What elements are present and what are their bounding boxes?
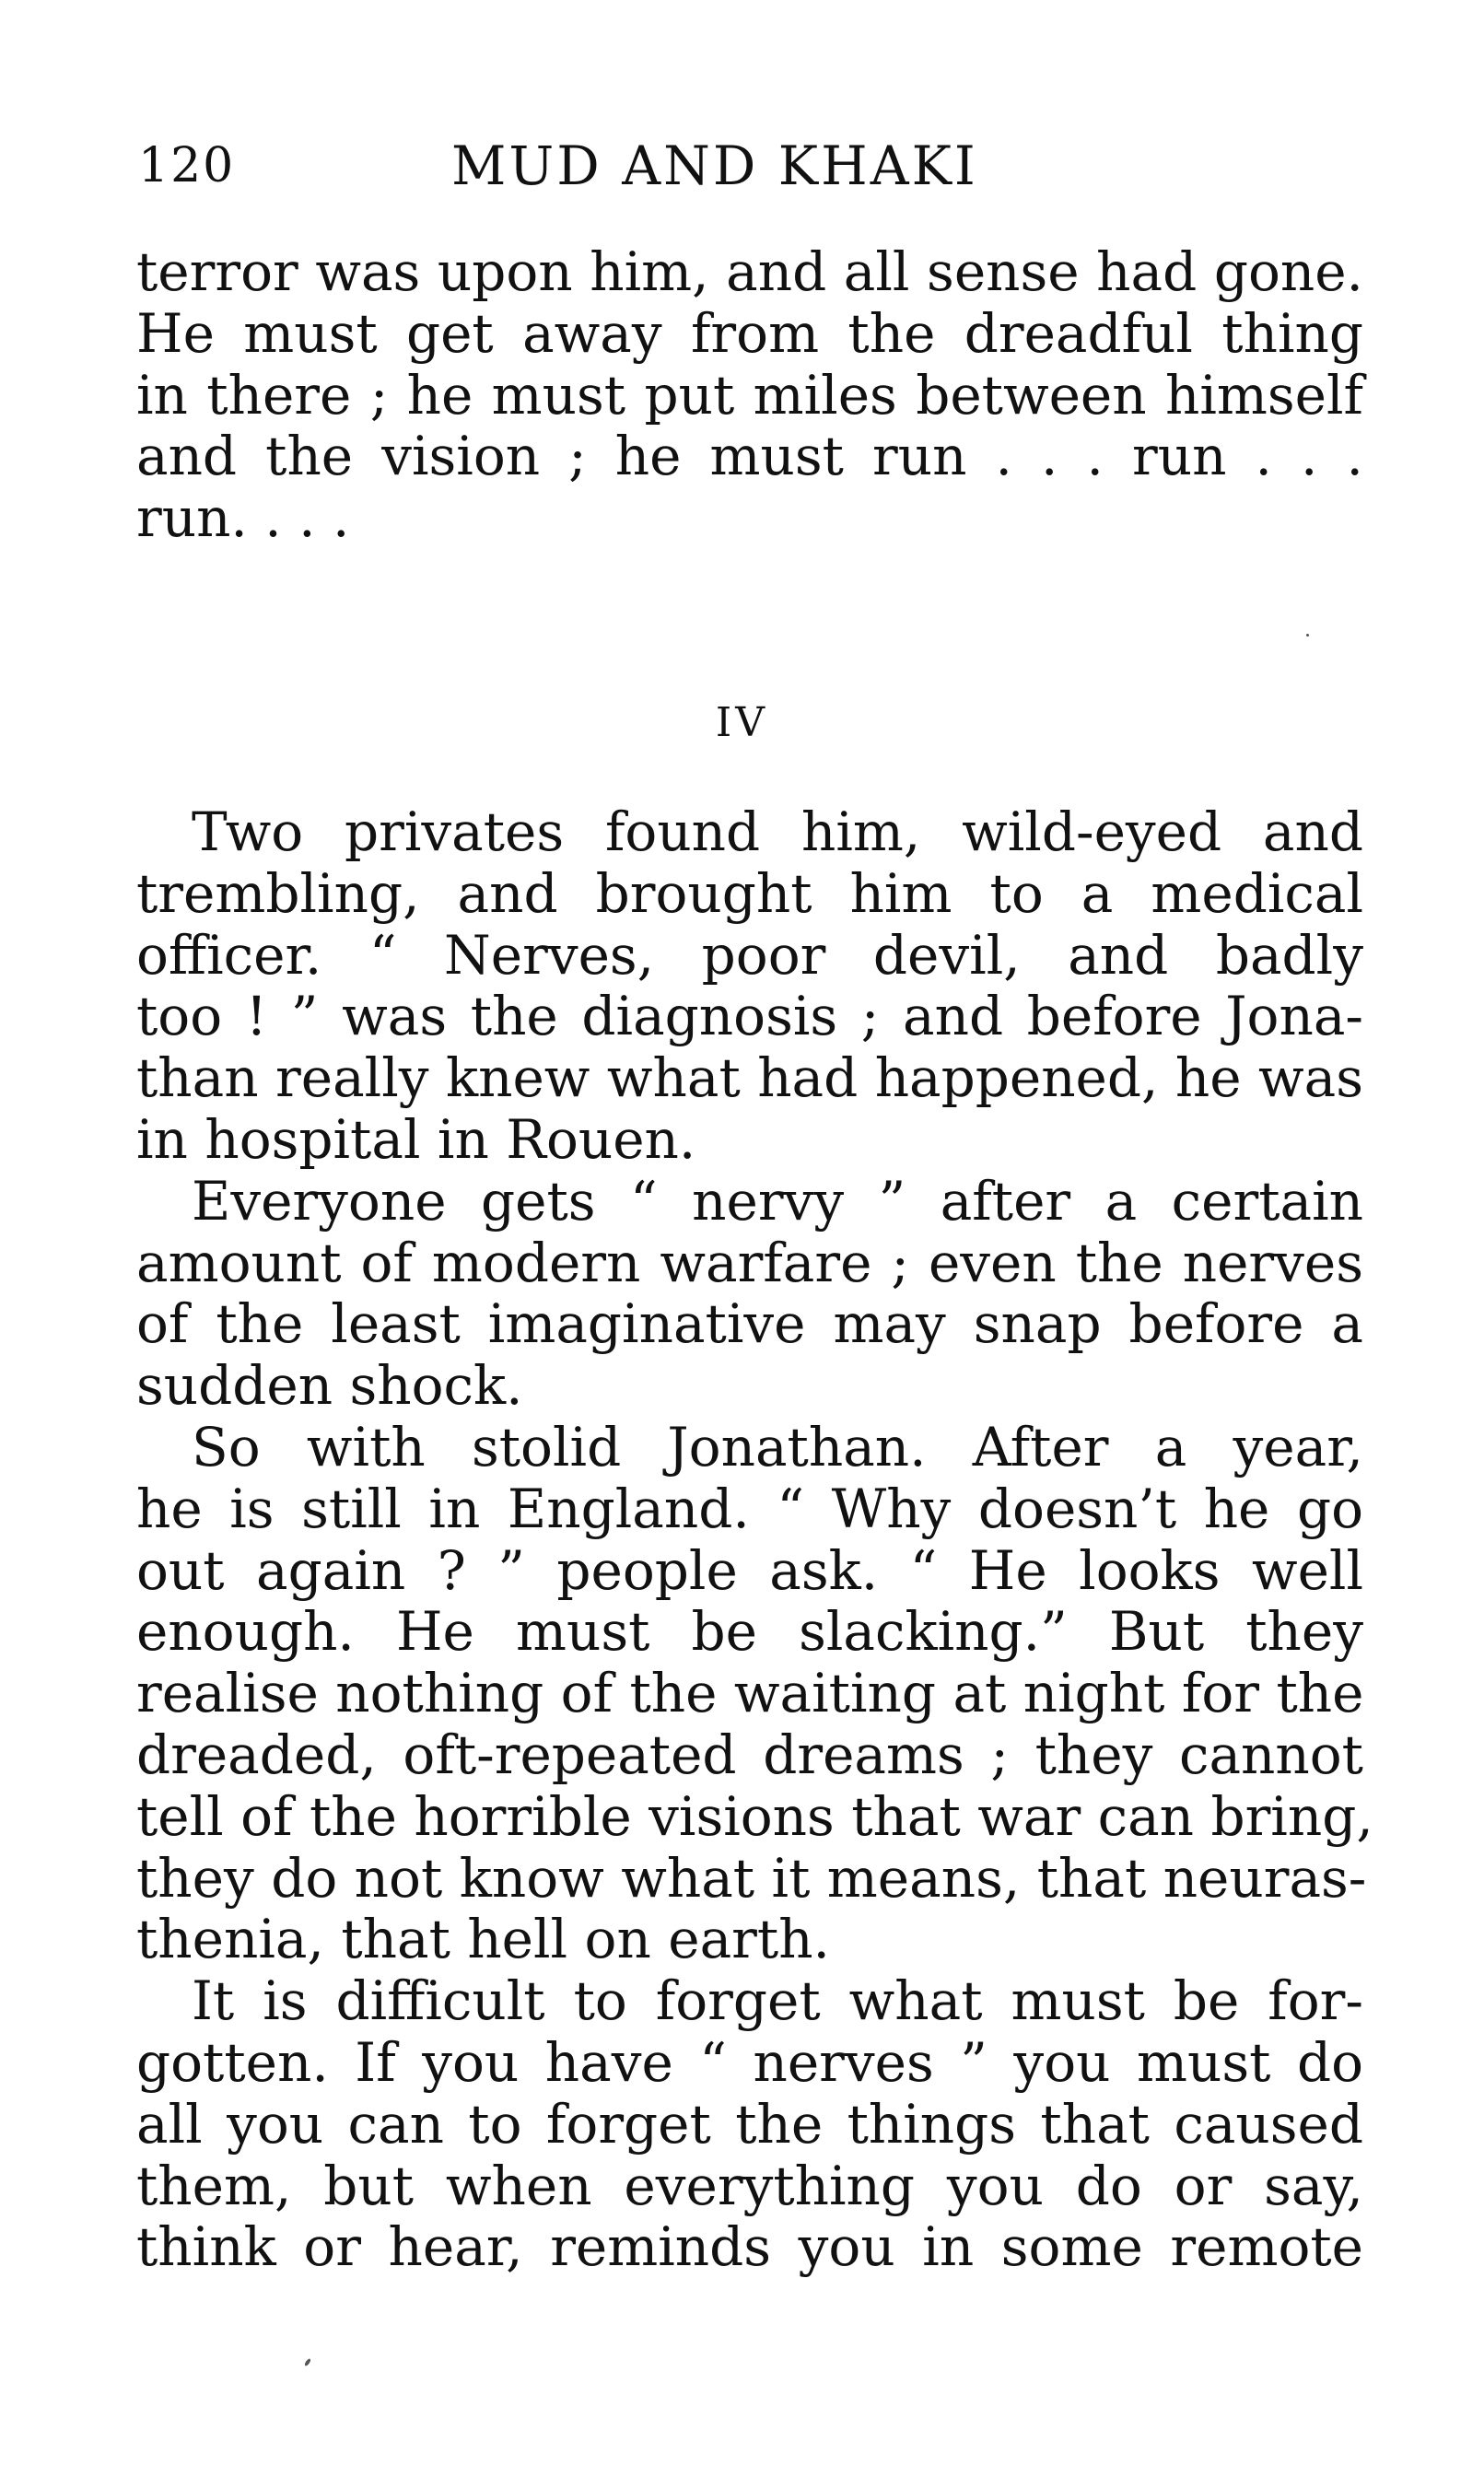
scan-speck xyxy=(1306,634,1309,637)
text-line: Two privates found him, wild-eyed and xyxy=(192,800,1363,863)
text-line: them, but when everything you do or say, xyxy=(136,2154,1363,2217)
page-number: 120 xyxy=(138,138,236,193)
text-line: dreaded, oft-repeated dreams ; they cannot xyxy=(136,1723,1363,1786)
section-number: IV xyxy=(715,699,769,746)
text-line: It is difficult to forget what must be for- xyxy=(192,1969,1363,2033)
text-line: they do not know what it means, that neuras- xyxy=(136,1846,1367,1910)
text-line: enough. He must be slacking.” But they xyxy=(136,1600,1363,1664)
text-line: think or hear, reminds you in some remote xyxy=(136,2215,1363,2279)
text-line: in there ; he must put miles between himself xyxy=(136,363,1363,426)
text-line: He must get away from the dreadful thing xyxy=(136,301,1363,365)
opening-paragraph xyxy=(136,241,1363,549)
text-line: sudden shock. xyxy=(136,1354,523,1418)
text-line: and the vision ; he must run . . . run . . . xyxy=(136,425,1363,488)
paragraph xyxy=(136,241,1363,549)
text-line: in hospital in Rouen. xyxy=(136,1107,696,1171)
text-line: trembling, and brought him to a medical xyxy=(136,861,1363,925)
text-line: amount of modern warfare ; even the nerves xyxy=(136,1231,1363,1294)
text-line: than really knew what had happened, he was xyxy=(136,1046,1363,1110)
text-line: tell of the horrible visions that war can bring, xyxy=(136,1784,1373,1848)
paragraph xyxy=(136,801,1363,1171)
scan-speck xyxy=(304,2358,311,2367)
text-line: terror was upon him, and all sense had gone. xyxy=(136,240,1363,303)
text-line: he is still in England. “ Why doesn’t he go xyxy=(136,1477,1363,1540)
text-line: all you can to forget the things that caused xyxy=(136,2092,1363,2156)
text-line: officer. “ Nerves, poor devil, and badly xyxy=(136,923,1363,987)
text-line: of the least imaginative may snap before a xyxy=(136,1292,1363,1356)
running-head xyxy=(138,129,1363,203)
paragraph xyxy=(136,1171,1363,1417)
text-line: run. . . . xyxy=(136,486,350,550)
paragraph xyxy=(136,1970,1363,2278)
text-line: Everyone gets “ nervy ” after a certain xyxy=(192,1169,1363,1233)
text-line: gotten. If you have “ nerves ” you must do xyxy=(136,2030,1363,2094)
running-title: MUD AND KHAKI xyxy=(451,134,978,197)
text-line: thenia, that hell on earth. xyxy=(136,1908,830,1971)
text-line: out again ? ” people ask. “ He looks well xyxy=(136,1538,1363,1602)
text-line: too ! ” was the diagnosis ; and before Jona- xyxy=(136,985,1363,1048)
text-line: realise nothing of the waiting at night for the xyxy=(136,1662,1364,1725)
paragraph xyxy=(136,1415,1373,1971)
section-body xyxy=(136,800,1373,2279)
text-line: So with stolid Jonathan. After a year, xyxy=(192,1415,1363,1478)
